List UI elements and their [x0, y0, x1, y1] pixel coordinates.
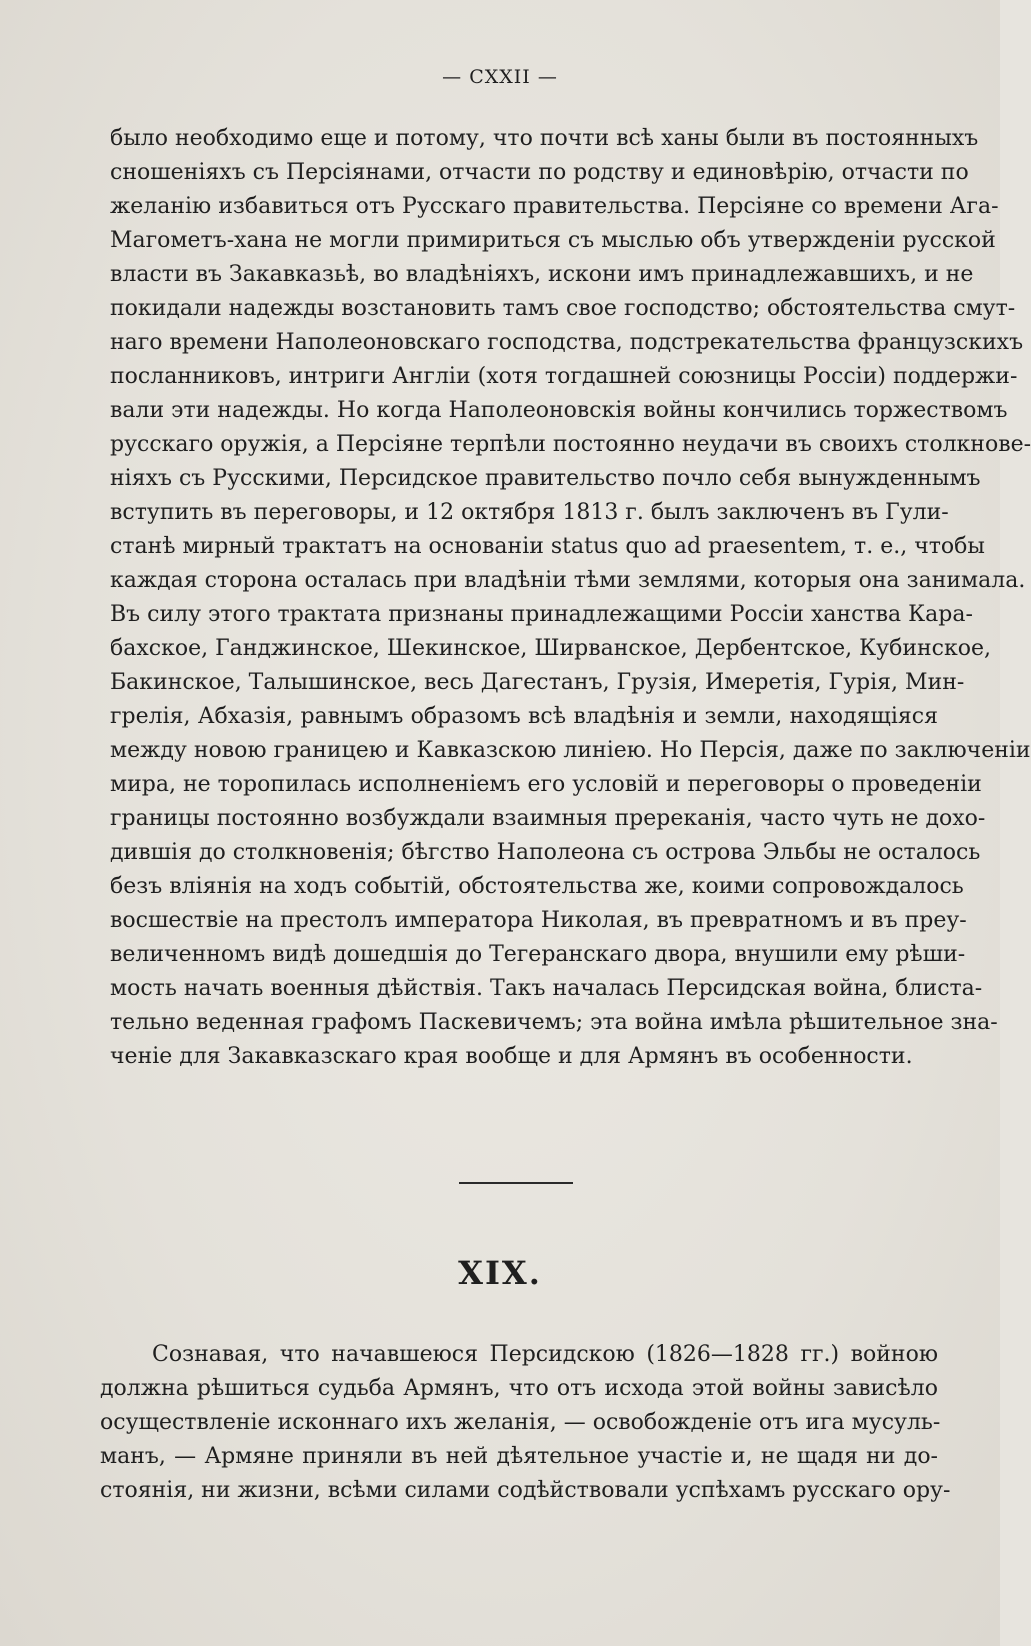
- text-line: Бакинское, Талышинское, весь Дагестанъ, Грузія, Имеретія, Гурія, Мин-: [110, 670, 965, 695]
- text-line: наго времени Наполеоновскаго господства, подстрекательства французскихъ: [110, 330, 1024, 355]
- text-line: мость начать военныя дѣйствія. Такъ началась Персидская война, блиста-: [110, 976, 983, 1001]
- text-line: бахское, Ганджинское, Шекинское, Ширванское, Дербентское, Кубинское,: [110, 636, 992, 661]
- text-line: желанію избавиться отъ Русскаго правительства. Персіяне со времени Ага-: [110, 194, 999, 219]
- section-divider: [459, 1182, 573, 1184]
- text-line: должна рѣшиться судьба Армянъ, что отъ исхода этой войны зависѣло: [100, 1376, 938, 1401]
- text-line: сношеніяхъ съ Персіянами, отчасти по родству и единовѣрію, отчасти по: [110, 160, 969, 185]
- page-number-header: — CXXII —: [442, 66, 558, 88]
- text-line: ченіе для Закавказскаго края вообще и для Армянъ въ особенности.: [110, 1044, 913, 1069]
- text-line: манъ, — Армяне приняли въ ней дѣятельное участіе и, не щадя ни до-: [100, 1444, 938, 1469]
- text-line: безъ вліянія на ходъ событій, обстоятельства же, коими сопровождалось: [110, 874, 964, 899]
- text-line: ніяхъ съ Русскими, Персидское правительство почло себя вынужденнымъ: [110, 466, 981, 491]
- text-line: Въ силу этого трактата признаны принадлежащими Россіи ханства Кара-: [110, 602, 973, 627]
- text-line: между новою границею и Кавказскою линіею. Но Персія, даже по заключеніи: [110, 738, 1031, 763]
- text-line: покидали надежды возстановить тамъ свое господство; обстоятельства смут-: [110, 296, 1016, 321]
- text-line: величенномъ видѣ дошедшія до Тегеранскаго двора, внушили ему рѣши-: [110, 942, 966, 967]
- text-line: тельно веденная графомъ Паскевичемъ; эта война имѣла рѣшительное зна-: [110, 1010, 998, 1035]
- text-line: осуществленіе исконнаго ихъ желанія, — освобожденіе отъ ига мусуль-: [100, 1410, 941, 1435]
- text-line: мира, не торопилась исполненіемъ его условій и переговоры о проведеніи: [110, 772, 982, 797]
- text-line: русскаго оружія, а Персіяне терпѣли постоянно неудачи въ своихъ столкнове-: [110, 432, 1031, 457]
- paragraph-main: [110, 122, 1031, 1074]
- text-line: грелія, Абхазія, равнымъ образомъ всѣ владѣнія и земли, находящіяся: [110, 704, 938, 729]
- text-line: Сознавая, что начавшеюся Персидскою (1826—1828 гг.) войною: [152, 1342, 938, 1367]
- section-heading: XIX.: [458, 1254, 542, 1292]
- text-line: каждая сторона осталась при владѣніи тѣми землями, которыя она занимала.: [110, 568, 1026, 593]
- text-line: Магометъ-хана не могли примириться съ мыслью объ утвержденіи русской: [110, 228, 996, 253]
- text-line: границы постоянно возбуждали взаимныя пререканія, часто чуть не дохо-: [110, 806, 986, 831]
- text-line: вступить въ переговоры, и 12 октября 1813 г. былъ заключенъ въ Гули-: [110, 500, 949, 525]
- text-line: было необходимо еще и потому, что почти всѣ ханы были въ постоянныхъ: [110, 126, 979, 151]
- text-line: власти въ Закавказьѣ, во владѣніяхъ, искони имъ принадлежавшихъ, и не: [110, 262, 974, 287]
- paragraph-section-start: [100, 1338, 951, 1508]
- text-line: стоянія, ни жизни, всѣми силами содѣйствовали успѣхамъ русскаго ору-: [100, 1478, 951, 1503]
- text-line: вали эти надежды. Но когда Наполеоновскія войны кончились торжествомъ: [110, 398, 1008, 423]
- text-line: посланниковъ, интриги Англіи (хотя тогдашней союзницы Россіи) поддержи-: [110, 364, 1018, 389]
- text-line: дившія до столкновенія; бѣгство Наполеона съ острова Эльбы не осталось: [110, 840, 981, 865]
- text-line: станѣ мирный трактатъ на основаніи status quo ad praesentem, т. е., чтобы: [110, 534, 985, 559]
- text-line: восшествіе на престолъ императора Николая, въ превратномъ и въ преу-: [110, 908, 967, 933]
